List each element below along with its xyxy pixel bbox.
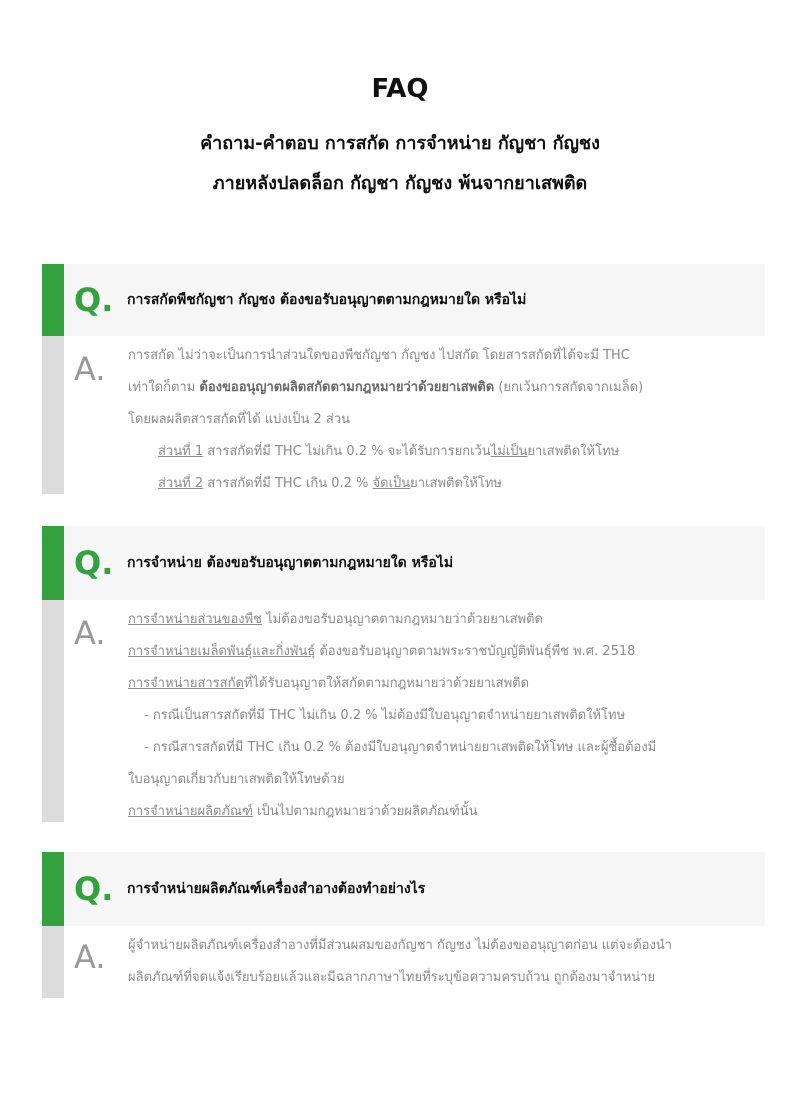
answer-line: ส่วนที่ 1 สารสกัดที่มี THC ไม่เกิน 0.2 % จะได้รับการยกเว้นไม่เป็นยาเสพติดให้โทษ bbox=[158, 444, 620, 459]
answer-line: การจำหน่ายเมล็ดพันธุ์และกิ่งพันธุ์ ต้องขอรับอนุญาตตามพระราชบัญญัติพันธุ์พืช พ.ศ. 2518 bbox=[128, 644, 636, 659]
underlined-text: ส่วนที่ 2 bbox=[158, 476, 204, 491]
faq-1-answer bbox=[128, 340, 765, 500]
answer-line: การสกัด ไม่ว่าจะเป็นการนำส่วนใดของพืชกัญชา กัญชง ไปสกัด โดยสารสกัดที่ได้จะมี THC bbox=[128, 348, 630, 363]
answer-line: โดยผลผลิตสารสกัดที่ได้ แบ่งเป็น 2 ส่วน bbox=[128, 412, 351, 427]
underlined-text: การจำหน่ายสารสกัด bbox=[128, 676, 244, 691]
faq-2-answer bbox=[128, 604, 765, 828]
page-subtitle-line-2: ภายหลังปลดล็อก กัญชา กัญชง พ้นจากยาเสพติด bbox=[212, 173, 588, 194]
page-subtitle-line-1: คำถาม-คำตอบ การสกัด การจำหน่าย กัญชา กัญชง bbox=[200, 133, 600, 154]
answer-marker: A. bbox=[74, 350, 106, 388]
question-marker: Q. bbox=[74, 870, 114, 908]
question-accent-bar bbox=[42, 526, 64, 600]
answer-marker: A. bbox=[74, 938, 106, 976]
faq-3-answer bbox=[128, 930, 765, 994]
answer-line: ผลิตภัณฑ์ที่จดแจ้งเรียบร้อยแล้วและมีฉลากภาษาไทยที่ระบุข้อความครบถ้วน ถูกต้องมาจำหน่าย bbox=[128, 970, 656, 985]
faq-2-question: การจำหน่าย ต้องขอรับอนุญาตตามกฎหมายใด หรือไม่ bbox=[127, 555, 454, 571]
emphasis-text: ต้องขออนุญาตผลิตสกัดตามกฎหมายว่าด้วยยาเสพติด bbox=[199, 380, 495, 395]
answer-accent-bar bbox=[42, 336, 64, 494]
answer-line: ผู้จำหน่ายผลิตภัณฑ์เครื่องสำอางที่มีส่วนผสมของกัญชา กัญชง ไม่ต้องขออนุญาตก่อน แต่จะต้องนำ bbox=[128, 938, 673, 953]
answer-line: เท่าใดก็ตาม ต้องขออนุญาตผลิตสกัดตามกฎหมายว่าด้วยยาเสพติด (ยกเว้นการสกัดจากเมล็ด) bbox=[128, 380, 644, 395]
answer-line: ใบอนุญาตเกี่ยวกับยาเสพติดให้โทษด้วย bbox=[128, 772, 345, 787]
answer-line: - กรณีเป็นสารสกัดที่มี THC ไม่เกิน 0.2 % ไม่ต้องมีใบอนุญาตจำหน่ายยาเสพติดให้โทษ bbox=[144, 708, 626, 723]
answer-line: ส่วนที่ 2 สารสกัดที่มี THC เกิน 0.2 % จัดเป็นยาเสพติดให้โทษ bbox=[158, 476, 502, 491]
answer-line: การจำหน่ายสารสกัดที่ได้รับอนุญาตให้สกัดตามกฎหมายว่าด้วยยาเสพติด bbox=[128, 676, 530, 691]
underlined-text: การจำหน่ายผลิตภัณฑ์ bbox=[128, 804, 253, 819]
underlined-text: การจำหน่ายส่วนของพืช bbox=[128, 612, 262, 627]
faq-3-question: การจำหน่ายผลิตภัณฑ์เครื่องสำอางต้องทำอย่างไร bbox=[127, 881, 426, 897]
answer-line: การจำหน่ายส่วนของพืช ไม่ต้องขอรับอนุญาตตามกฎหมายว่าด้วยยาเสพติด bbox=[128, 612, 543, 627]
faq-3-question-row bbox=[42, 852, 765, 926]
underlined-text: การจำหน่ายเมล็ดพันธุ์และกิ่งพันธุ์ bbox=[128, 644, 316, 659]
page-title: FAQ bbox=[371, 74, 429, 104]
answer-accent-bar bbox=[42, 600, 64, 822]
faq-1-answer-row bbox=[42, 336, 765, 494]
faq-1-question: การสกัดพืชกัญชา กัญชง ต้องขอรับอนุญาตตามกฎหมายใด หรือไม่ bbox=[127, 292, 527, 308]
underlined-text: ส่วนที่ 1 bbox=[158, 444, 204, 459]
answer-marker: A. bbox=[74, 614, 106, 652]
question-marker: Q. bbox=[74, 281, 114, 319]
question-accent-bar bbox=[42, 852, 64, 926]
answer-line: - กรณีสารสกัดที่มี THC เกิน 0.2 % ต้องมีใบอนุญาตจำหน่ายยาเสพติดให้โทษ และผู้ซื้อต้องมี bbox=[144, 740, 657, 755]
answer-accent-bar bbox=[42, 926, 64, 998]
answer-line: การจำหน่ายผลิตภัณฑ์ เป็นไปตามกฎหมายว่าด้วยผลิตภัณฑ์นั้น bbox=[128, 804, 478, 819]
faq-3-answer-row bbox=[42, 926, 765, 998]
faq-2-answer-row bbox=[42, 600, 765, 822]
question-marker: Q. bbox=[74, 544, 114, 582]
underlined-text: ไม่เป็น bbox=[490, 444, 528, 459]
question-accent-bar bbox=[42, 264, 64, 336]
faq-2-question-row bbox=[42, 526, 765, 600]
faq-1-question-row bbox=[42, 264, 765, 336]
underlined-text: จัดเป็น bbox=[372, 476, 411, 491]
